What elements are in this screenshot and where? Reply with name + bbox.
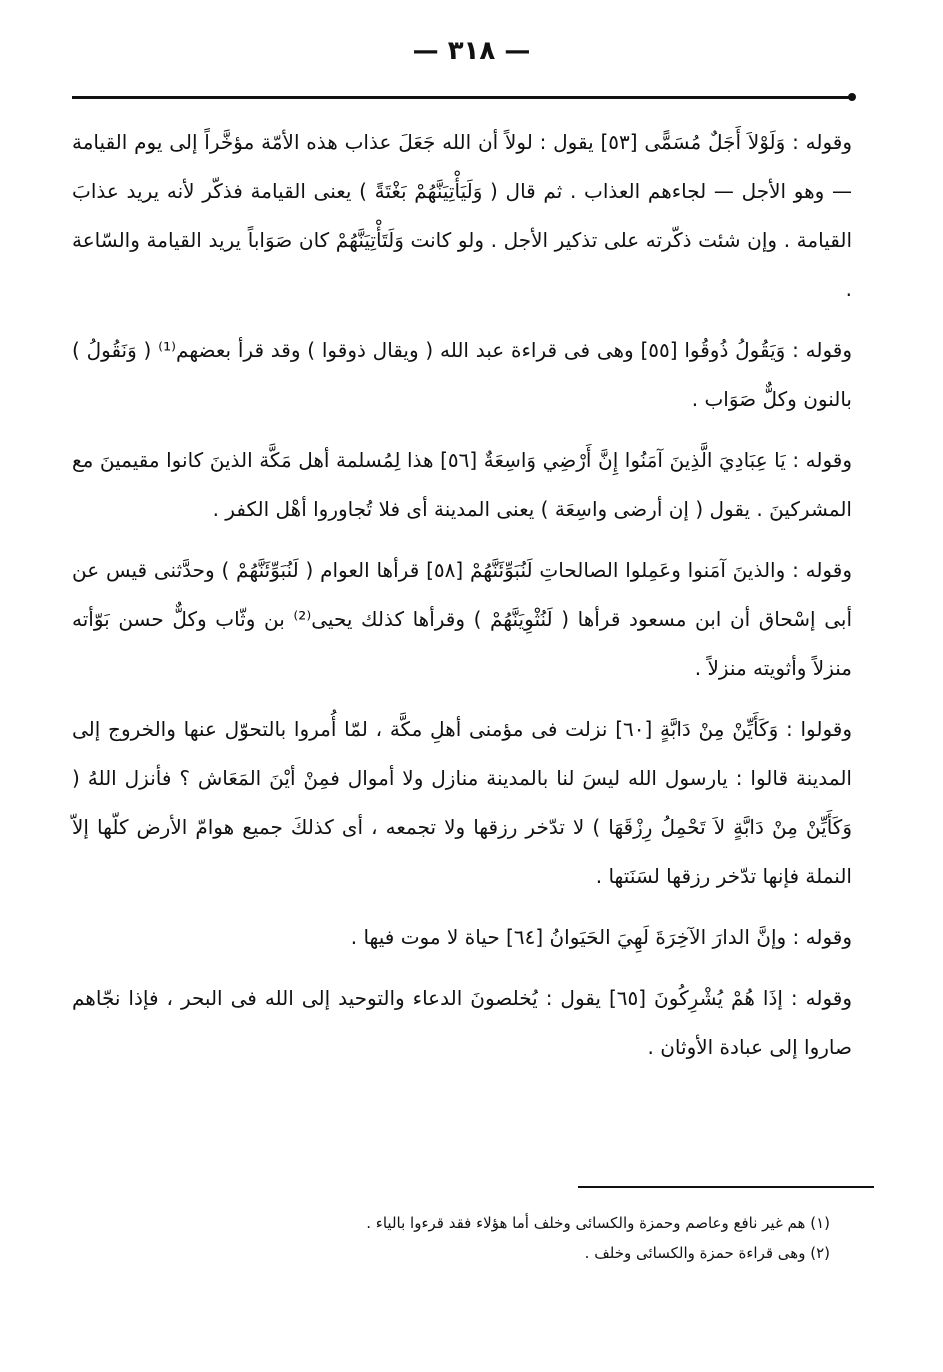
footnote: (١) هم غير نافع وعاصم وحمزة والكسائى وخلف أما هؤلاء فقد قرءوا بالياء .	[366, 1214, 830, 1232]
paragraph: وقولوا : وَكَأَيِّنْ مِنْ دَابَّةٍ [٦٠] نزلت فى مؤمنى أهلِ مكَّة ، لمّا أُمروا بالتحوّل عنها والخروج إلى المدينة قالوا : يارسول الله ليسَ لنا بالمدينة منازل ولا أموال فمِنْ أيْنَ المَعَاش ؟ فأنزل اللهُ ( وَكَأَيِّنْ مِنْ دَابَّةٍ لاَ تَحْمِلُ رِزْقَهَا ) لا تدّخر رزقها ولا تجمعه ، أى كذلكَ جميع هوامّ الأرض كلّها إلاّ النملة فإنها تدّخر رزقها لسَنَتها .	[72, 717, 852, 888]
paragraph: وقوله : وَلَوْلاَ أَجَلٌ مُسَمًّى [٥٣] يقول : لولاً أن الله جَعَلَ عذاب هذه الأمّة مؤخَّراً إلى يوم القيامة — وهو الأجل — لجاءهم العذاب . ثم قال ( وَلَيَأْتِيَنَّهُمْ بَغْتَةً ) يعنى القيامة فذكّر لأنه يريد عذابَ القيامة . وإن شئت ذكّرته على تذكير الأجل . ولو كانت وَلَتَأْتِيَنَّهُمْ كان صَوَاباً يريد القيامة والسّاعة .	[72, 130, 852, 301]
header-rule	[72, 96, 852, 99]
footnotes	[250, 1208, 830, 1268]
footnote: (٢) وهى قراءة حمزة والكسائى وخلف .	[584, 1244, 830, 1262]
main-text	[72, 118, 852, 1084]
paragraph: وقوله : يَا عِبَادِيَ الَّذِينَ آمَنُوا إِنَّ أَرْضِي وَاسِعَةٌ [٥٦] هذا لِمُسلمة أهل مَكَّة الذينَ كانوا مقيمينَ مع المشركينَ . يقول ( إن أرضى واسِعَة ) يعنى المدينة أى فلا تُجاوروا أهْل الكفر .	[72, 448, 853, 521]
paragraph: وقوله : وَيَقُولُ ذُوقُوا [٥٥] وهى فى قراءة عبد الله ( ويقال ذوقوا ) وقد قرأ بعضهم⁽¹⁾ ( وَنَقُولُ ) بالنون وكلٌّ صَوَاب .	[72, 338, 852, 411]
paragraph: وقوله : إذَا هُمْ يُشْرِكُونَ [٦٥] يقول : يُخلصونَ الدعاء والتوحيد إلى الله فى البحر ، فإذا نجّاهم صاروا إلى عبادة الأوثان .	[72, 986, 852, 1059]
paragraph: وقوله : والذينَ آمَنوا وعَمِلوا الصالحاتِ لَنُبَوِّئَنَّهُمْ [٥٨] قرأها العوام ( لَنُبَوِّئَنَّهُمْ ) وحدَّثنى قيس عن أبى إسْحاق أن ابن مسعود قرأها ( لَنُثْوِيَنَّهُمْ ) وقرأها كذلك يحيى⁽²⁾ بن وثّاب وكلٌّ حسن بَوّأته منزلاً وأثويته منزلاً .	[72, 558, 852, 680]
header-rule-dot	[848, 93, 856, 101]
page-number: — ٣١٨ —	[412, 36, 531, 66]
paragraph: وقوله : وإنَّ الدارَ الآخِرَةَ لَهِيَ الحَيَوانُ [٦٤] حياة لا موت فيها .	[350, 925, 852, 949]
footnote-separator	[578, 1186, 874, 1188]
